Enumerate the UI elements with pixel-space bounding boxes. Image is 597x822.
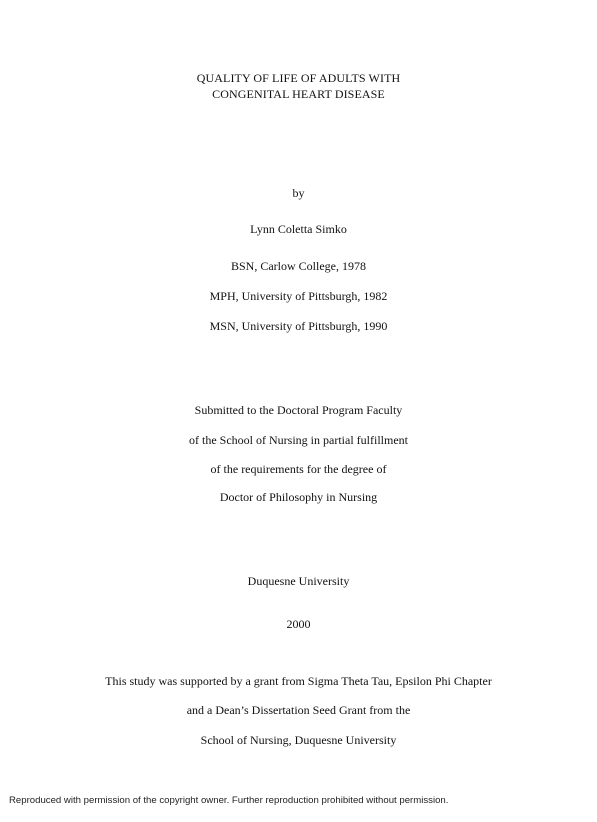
by-label: by [292, 186, 305, 200]
submission-line-2: of the School of Nursing in partial fulfillment [189, 433, 408, 447]
submission-line-4: Doctor of Philosophy in Nursing [219, 490, 378, 504]
funding-line-1: This study was supported by a grant from Sigma Theta Tau, Epsilon Phi Chapter [105, 674, 492, 688]
thesis-title-line-1: QUALITY OF LIFE OF ADULTS WITH [196, 71, 401, 85]
university-name: Duquesne University [247, 574, 350, 588]
thesis-title-line-2: CONGENITAL HEART DISEASE [212, 87, 385, 101]
degree-msn: MSN, University of Pittsburgh, 1990 [209, 319, 388, 333]
author-name: Lynn Coletta Simko [250, 222, 347, 236]
degree-mph: MPH, University of Pittsburgh, 1982 [209, 289, 388, 303]
submission-line-3: of the requirements for the degree of [210, 462, 387, 476]
submission-line-1: Submitted to the Doctoral Program Faculty [194, 403, 403, 417]
degree-year: 2000 [286, 617, 311, 631]
funding-line-2: and a Dean’s Dissertation Seed Grant from the [186, 703, 411, 717]
degree-bsn: BSN, Carlow College, 1978 [231, 259, 366, 273]
copyright-notice: Reproduced with permission of the copyright owner. Further reproduction prohibited without permission. [9, 795, 449, 806]
funding-line-3: School of Nursing, Duquesne University [200, 733, 397, 747]
